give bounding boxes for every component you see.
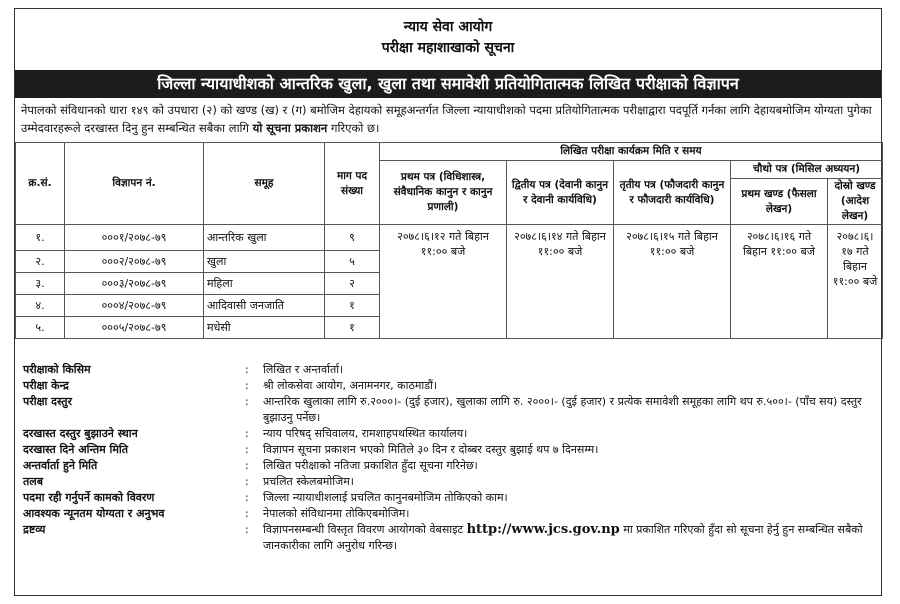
info-row: दरखास्त दिने अन्तिम मिति : विज्ञापन सूचना प्रकाशन भएको मितिले ३० दिन र दोब्बर दस्तुर बुझाई थप ७ दिनसम्म। [23,442,879,458]
header-paper3: तृतीय पत्र (फौजदारी कानुन र फौजदारी कार्यविधि) [614,161,731,225]
cell-group: खुला [204,251,325,273]
header-sn: क्र.सं. [16,143,65,225]
info-value: लिखित र अन्तर्वार्ता। [263,363,344,376]
header-paper2: द्वितीय पत्र (देवानी कानुन र देवानी कार्यविधि) [507,161,614,225]
info-label: आवश्यक न्यूनतम योग्यता र अनुभव [23,507,165,520]
info-label: परीक्षाको किसिम [23,363,91,376]
cell-adv: ०००१/२०७८-७९ [65,225,204,251]
cell-group: आन्तरिक खुला [204,225,325,251]
table-row [16,225,883,251]
cell-posts: ५ [325,251,380,273]
exam-info-list [23,362,879,554]
info-value: आन्तरिक खुलाका लागि रु.२०००।- (दुई हजार), खुलाका लागि रु. २०००।- (दुई हजार) र प्रत्येक समावेशी समूहका लागि थप रु.५००।- (पाँच सय) दस्तुर बुझाउनु पर्नेछ। [263,395,862,424]
intro-text-2: गरिएको छ। [327,121,380,135]
cell-sn: १. [16,225,65,251]
info-value: विज्ञापन सूचना प्रकाशन भएको मितिले ३० दिन र दोब्बर दस्तुर बुझाई थप ७ दिनसम्म। [263,443,599,456]
note-row: द्रष्टव्य : विज्ञापनसम्बन्धी विस्तृत विवरण आयोगको वेबसाइट http://www.jcs.gov.np मा प्रकाशित गरिएको हुँदा सो सूचना हेर्नु हुन सम्बन्धित सबैको जानकारीका लागि अनुरोध गरिन्छ। [23,522,879,554]
date-paper3: २०७८।६।१५ गते बिहान ११:०० बजे [614,225,731,339]
exam-table [15,142,883,339]
cell-adv: ०००३/२०७८-७९ [65,273,204,295]
info-label: परीक्षा दस्तुर [23,395,73,408]
header [15,9,881,71]
info-label: तलब [23,475,44,488]
intro-text-1: नेपालको संविधानको धारा १४९ को उपधारा (२) को खण्ड (ख) र (ग) बमोजिम देहायको समूहअन्तर्गत जिल्ला न्यायाधीशको पदमा प्रतियोगितात्मक परीक्षाद्वारा पदपूर्ति गर्नका लागि देहायबमोजिम योग्यता पुगेका उम्मेदवारहरूले दरखास्त दिनु हुन सम्बन्धित सबैका लागि [21,103,872,135]
website-link[interactable]: http://www.jcs.gov.np [466,522,620,537]
date-paper1: २०७८।६।१२ गते बिहान ११:०० बजे [380,225,507,339]
info-row: परीक्षा केन्द्र : श्री लोकसेवा आयोग, अनामनगर, काठमाडौं। [23,378,879,394]
info-row: आवश्यक न्यूनतम योग्यता र अनुभव : नेपालको संविधानमा तोकिएबमोजिम। [23,506,879,522]
header-paper4a: प्रथम खण्ड (फैसला लेखन) [731,179,828,225]
cell-adv: ०००२/२०७८-७९ [65,251,204,273]
note-label: द्रष्टव्य [23,523,46,536]
cell-sn: ४. [16,295,65,317]
cell-adv: ०००४/२०७८-७९ [65,295,204,317]
info-row: परीक्षाको किसिम : लिखित र अन्तर्वार्ता। [23,362,879,378]
header-schedule: लिखित परीक्षा कार्यक्रम मिति र समय [380,143,883,161]
info-row: अन्तर्वार्ता हुने मिति : लिखित परीक्षाको नतिजा प्रकाशित हुँदा सूचना गरिनेछ। [23,458,879,474]
notice-frame [14,8,882,596]
info-value: जिल्ला न्यायाधीशलाई प्रचलित कानुनबमोजिम तोकिएको काम। [263,491,508,504]
cell-sn: २. [16,251,65,273]
info-row: तलब : प्रचलित स्केलबमोजिम। [23,474,879,490]
cell-group: महिला [204,273,325,295]
info-label: दरखास्त दिने अन्तिम मिति [23,443,129,456]
info-row: पदमा रही गर्नुपर्ने कामको विवरण : जिल्ला न्यायाधीशलाई प्रचलित कानुनबमोजिम तोकिएको काम। [23,490,879,506]
header-paper1: प्रथम पत्र (विधिशास्त्र, संवैधानिक कानुन र कानुन प्रणाली) [380,161,507,225]
header-posts: माग पद संख्या [325,143,380,225]
note-text-before: विज्ञापनसम्बन्धी विस्तृत विवरण आयोगको वेबसाइट [263,523,467,536]
cell-posts: १ [325,295,380,317]
cell-group: मधेसी [204,317,325,339]
header-adv-no: विज्ञापन नं. [65,143,204,225]
date-paper4b: २०७८।६।१७ गते बिहान ११:०० बजे [828,225,883,339]
info-value: श्री लोकसेवा आयोग, अनामनगर, काठमाडौं। [263,379,438,392]
info-label: दरखास्त दस्तुर बुझाउने स्थान [23,427,138,440]
info-value: नेपालको संविधानमा तोकिएबमोजिम। [263,507,410,520]
note-value [263,522,879,554]
cell-sn: ३. [16,273,65,295]
header-group: समूह [204,143,325,225]
info-label: अन्तर्वार्ता हुने मिति [23,459,98,472]
info-row: दरखास्त दस्तुर बुझाउने स्थान : न्याय परिषद् सचिवालय, रामशाहपथस्थित कार्यालय। [23,426,879,442]
info-value: न्याय परिषद् सचिवालय, रामशाहपथस्थित कार्यालय। [263,427,468,440]
info-label: पदमा रही गर्नुपर्ने कामको विवरण [23,491,155,504]
intro-paragraph [21,101,877,137]
info-row: परीक्षा दस्तुर : आन्तरिक खुलाका लागि रु.२०००।- (दुई हजार), खुलाका लागि रु. २०००।- (दुई हजार) र प्रत्येक समावेशी समूहका लागि थप रु.५००।- (पाँच सय) दस्तुर बुझाउनु पर्नेछ। [23,394,879,426]
info-label: परीक्षा केन्द्र [23,379,69,392]
date-paper4a: २०७८।६।१६ गते बिहान ११:०० बजे [731,225,828,339]
banner-title: जिल्ला न्यायाधीशको आन्तरिक खुला, खुला तथा समावेशी प्रतियोगितात्मक लिखित परीक्षाको विज्ञापन [15,70,881,98]
note-text-after: मा प्रकाशित गरिएको हुँदा सो सूचना हेर्नु हुन सम्बन्धित सबैको जानकारीका लागि अनुरोध गरिन्छ। [263,523,863,552]
info-value: प्रचलित स्केलबमोजिम। [263,475,354,488]
cell-posts: १ [325,317,380,339]
cell-posts: ९ [325,225,380,251]
intro-text-bold: यो सूचना प्रकाशन [252,121,328,135]
date-paper2: २०७८।६।१४ गते बिहान ११:०० बजे [507,225,614,339]
notice-title: परीक्षा महाशाखाको सूचना [381,40,515,56]
cell-adv: ०००५/२०७८-७९ [65,317,204,339]
header-paper4: चौथो पत्र (मिसिल अध्ययन) [731,161,883,179]
cell-sn: ५. [16,317,65,339]
cell-posts: २ [325,273,380,295]
header-paper4b: दोस्रो खण्ड (आदेश लेखन) [828,179,883,225]
org-title: न्याय सेवा आयोग [403,19,493,35]
cell-group: आदिवासी जनजाति [204,295,325,317]
info-value: लिखित परीक्षाको नतिजा प्रकाशित हुँदा सूचना गरिनेछ। [263,459,478,472]
